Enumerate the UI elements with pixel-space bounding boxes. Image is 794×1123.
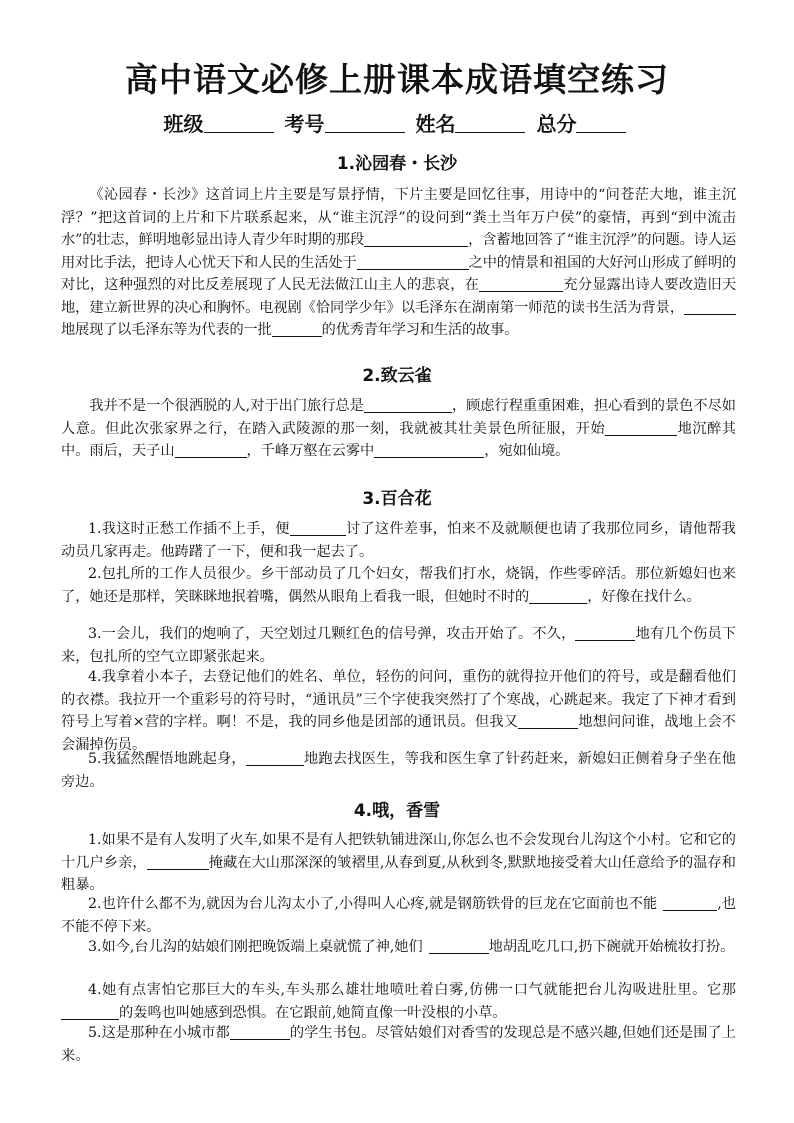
fill-blank[interactable] — [529, 587, 587, 604]
section-3-item-3 — [61, 623, 736, 668]
exam-no-label: 考号 — [284, 112, 325, 136]
section-1-title: 1.沁园春・长沙 — [336, 154, 458, 174]
section-4-item-1 — [61, 829, 736, 897]
section-3-item-1 — [61, 518, 736, 563]
exam-no-field[interactable] — [325, 112, 405, 133]
fill-blank[interactable] — [374, 441, 484, 458]
score-label: 总分 — [536, 112, 577, 136]
section-4-title: 4.哦，香雪 — [353, 801, 441, 821]
text-run: 充分显露出诗人要改造旧天地，建立新世界的决心和胸怀。电视剧《恰同学少年》以毛泽东在湖南第一师范的读书生活为背景， — [61, 277, 737, 316]
text-run: 讨了这件差事，怕来不及就顺便也请了我那位同乡，请他帮我动员几家再走。他踌躇了一下，便和我一起去了。 — [61, 521, 736, 560]
class-field[interactable] — [204, 112, 274, 133]
fill-blank[interactable] — [364, 230, 468, 247]
fill-blank[interactable] — [290, 519, 346, 536]
text-run: ，顾虑行程重重困难，担心看到的景色不尽如人意。但此次张家界之行，在踏入武陵源的那一刻，我就被其壮美景色所征服，开始 — [61, 398, 736, 437]
section-2-paragraph — [61, 395, 736, 463]
fill-blank[interactable] — [605, 419, 677, 436]
section-4-item-4 — [61, 979, 736, 1024]
fill-blank[interactable] — [429, 937, 489, 954]
name-field[interactable] — [455, 112, 525, 133]
text-run: 3.一会儿，我们的炮响了，天空划过几颗红色的信号弹，攻击开始了。不久， — [87, 626, 576, 642]
fill-blank[interactable] — [479, 275, 563, 292]
name-label: 姓名 — [415, 112, 456, 136]
section-4-item-2 — [61, 893, 736, 938]
student-info-row — [0, 110, 794, 138]
section-4-item-3 — [61, 936, 736, 959]
text-run: 地展现了以毛泽东等为代表的一批 — [61, 322, 272, 338]
text-run: 的轰鸣也叫她感到恐惧。在它跟前,她简直像一叶没根的小草。 — [119, 1004, 507, 1021]
text-run: 的学生书包。尽管姑娘们对香雪的发现总是不感兴趣,但她们还是围了上来。 — [61, 1025, 736, 1064]
text-run: ，好像在找什么。 — [587, 588, 701, 605]
fill-blank[interactable] — [246, 749, 304, 766]
text-run: 地胡乱吃几口,扔下碗就开始梳妆打扮。 — [488, 939, 735, 955]
section-3-item-5 — [61, 748, 736, 793]
section-3-title: 3.百合花 — [362, 489, 432, 509]
section-1-paragraph — [61, 184, 736, 342]
text-run: 4.我拿着小本子，去登记他们的姓名、单位，轻伤的问问，重伤的就得拉开他们的符号，或是翻看他们的衣襟。我拉开一个重彩号的符号时，“通讯员”三个字使我突然打了个寒战，心跳起来。我定了下神才看到符号上写着×营的字样。啊！不是，我的同乡他是团部的通讯员。但我又 — [61, 669, 736, 730]
text-run: 1.如果不是有人发明了火车,如果不是有人把铁轨铺进深山,你怎么也不会发现台儿沟这个小村。它和它的十几户乡亲， — [61, 832, 736, 871]
text-run: 地沉醉其中。雨后，天子山 — [61, 420, 736, 459]
text-run: 3.如今,台儿沟的姑娘们刚把晚饭端上桌就慌了神,她们 — [87, 939, 423, 955]
section-2-title: 2.致云雀 — [362, 366, 432, 386]
text-run: 地跑去找医生，等我和医生拿了针药赶来，新媳妇正侧着身子坐在他旁边。 — [61, 751, 736, 790]
fill-blank[interactable] — [357, 253, 469, 270]
text-run: 2.包扎所的工作人员很少。乡干部动员了几个妇女，帮我们打水，烧锅，作些零碎活。那位新媳妇也来了，她还是那样，笑眯眯地抿着嘴，偶然从眼角上看我一眼，但她时不时的 — [61, 566, 736, 605]
page-title: 高中语文必修上册课本成语填空练习 — [125, 60, 669, 99]
text-run: 5.我猛然醒悟地跳起身， — [87, 751, 246, 767]
fill-blank[interactable] — [575, 624, 635, 641]
fill-blank[interactable] — [230, 1023, 290, 1040]
fill-blank[interactable] — [61, 1003, 119, 1020]
text-run: 4.她有点害怕它那巨大的车头,车头那么雄壮地喷吐着白雾,仿佛一口气就能把台儿沟吸进肚里。它那 — [87, 982, 736, 998]
text-run: 《沁园春・长沙》这首词上片主要是写景抒情，下片主要是回忆往事，用诗中的“问苍茫大地，谁主沉浮？”把这首词的上片和下片联系起来，从“谁主沉浮”的设问到“粪土当年万户侯”的豪情，再到“到中流击水”的壮志，鲜明地彰显出诗人青少年时期的那段 — [61, 187, 736, 248]
fill-blank[interactable] — [518, 712, 578, 729]
section-3-item-4 — [61, 666, 736, 756]
fill-blank[interactable] — [175, 441, 247, 458]
text-run: 地想问问谁，战地上会不会漏掉伤员。 — [61, 714, 736, 753]
fill-blank[interactable] — [147, 853, 209, 870]
text-run: 5.这是那种在小城市都 — [87, 1025, 230, 1041]
text-run: ，含蓄地回答了“谁主沉浮”的问题。诗人运用对比手法，把诗人心忧天下和人民的生活处于 — [61, 232, 736, 271]
text-run: 之中的情景和祖国的大好河山形成了鲜明的对比，这种强烈的对比反差展现了人民无法做江山主人的悲哀，在 — [61, 254, 736, 293]
text-run: 的优秀青年学习和生活的故事。 — [321, 322, 519, 338]
fill-blank[interactable] — [272, 320, 322, 337]
section-3-item-2 — [61, 563, 736, 608]
text-run: ，宛如仙境。 — [484, 443, 570, 459]
text-run: 1.我这时正愁工作插不上手，便 — [87, 521, 290, 537]
class-label: 班级 — [163, 112, 204, 136]
fill-blank[interactable] — [663, 894, 717, 911]
fill-blank[interactable] — [364, 396, 452, 413]
text-run: 我并不是一个很洒脱的人,对于出门旅行总是 — [89, 398, 364, 414]
text-run: 2.也许什么都不为,就因为台儿沟太小了,小得叫人心疼,就是钢筋铁骨的巨龙在它面前也不能 — [87, 896, 658, 912]
text-run: 地有几个伤员下来，包扎所的空气立即紧张起来。 — [61, 626, 736, 665]
text-run: ,也不能不停下来。 — [61, 896, 736, 935]
text-run: ，千峰万壑在云雾中 — [246, 443, 375, 459]
text-run: 掩藏在大山那深深的皱褶里,从春到夏,从秋到冬,默默地接受着大山任意给予的温存和粗暴。 — [61, 854, 736, 893]
section-4-item-5 — [61, 1022, 736, 1067]
fill-blank[interactable] — [684, 298, 736, 315]
score-field[interactable] — [576, 112, 626, 133]
